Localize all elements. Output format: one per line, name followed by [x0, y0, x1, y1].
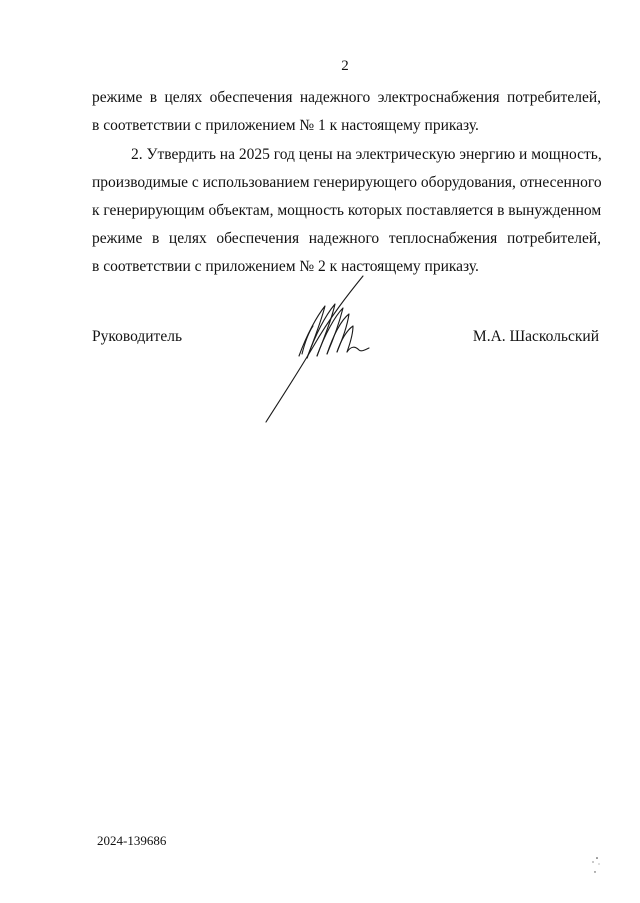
paragraph-1-line-1: режиме в целях обеспечения надежного электроснабжения потребителей, [92, 89, 601, 106]
paragraph-2-line-2: производимые с использованием генерирующего оборудования, отнесенного [92, 174, 602, 191]
page-number: 2 [341, 58, 349, 74]
paragraph-2-line-3: к генерирующим объектам, мощность которых поставляется в вынужденном [92, 202, 602, 219]
document-number: 2024-139686 [97, 833, 167, 848]
scan-specks [585, 850, 615, 880]
signatory-name: М.А. Шаскольский [472, 328, 599, 345]
paragraph-2-line-5: в соответствии с приложением № 2 к настоящему приказу. [92, 258, 479, 275]
paragraph-1-line-2: в соответствии с приложением № 1 к настоящему приказу. [92, 117, 479, 134]
paragraph-2-line-4: режиме в целях обеспечения надежного теплоснабжения потребителей, [92, 230, 601, 247]
handwritten-signature [255, 272, 380, 432]
paragraph-2-line-1: 2. Утвердить на 2025 год цены на электрическую энергию и мощность, [131, 146, 602, 163]
signatory-position: Руководитель [92, 328, 183, 345]
